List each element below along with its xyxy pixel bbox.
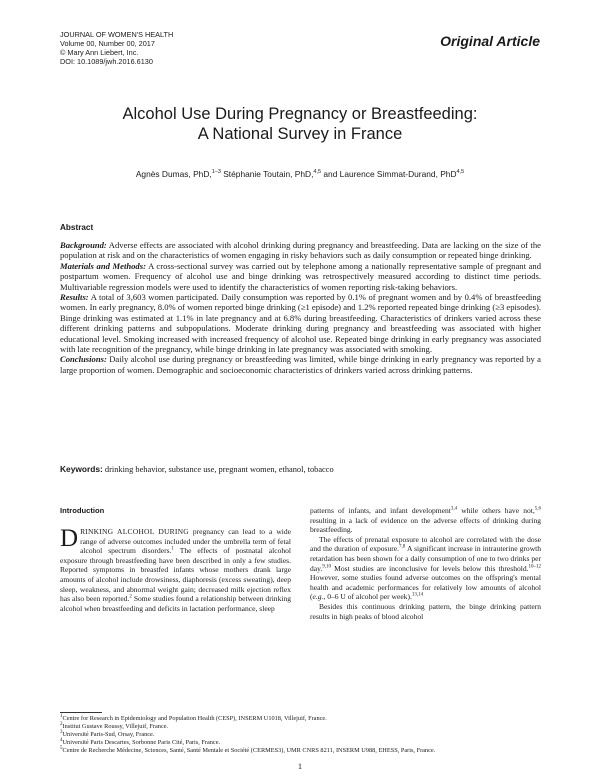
footnote-2-text: Institut Gustave Roussy, Villejuif, France. [62,723,169,730]
intro-text-1b: The effects of postnatal alcohol exposure through breastfeeding have been described in only a few studies. Reported symptoms in breastfed infants whose mothers drank large amounts of alcohol include drowsiness, diaphoresis (excess sweating), deep sleep, weakness, and abnormal weight gain; decreased milk ejection reflex has also been reported. [60,546,291,604]
author-1-affil: 1–3 [211,169,221,176]
page-number: 1 [297,762,303,771]
conclusions-label: Conclusions: [60,354,107,365]
title-line-1: Alcohol Use During Pregnancy or Breastfeeding: [122,105,478,123]
introduction-column-left [60,527,291,613]
intro-text-r1a: patterns of infants, and infant development [310,506,451,515]
journal-doi[interactable]: DOI: 10.1089/jwh.2016.6130 [60,57,153,66]
author-2: Stéphanie Toutain, PhD, [220,169,314,179]
citation-ref[interactable]: 2 [129,594,132,600]
intro-text-1a: pregnancy can lead to a wide range of adverse outcomes included under the umbrella term of fetal alcohol spectrum disorders. [80,527,291,556]
citation-ref[interactable]: 1 [171,546,174,552]
footnote-4-marker: 4 [60,737,63,743]
affiliation-footnotes [60,715,541,755]
author-1: Agnès Dumas, PhD, [135,169,212,179]
abstract-methods [60,261,541,292]
author-2-affil: 4,5 [313,169,322,176]
footnote-5-text: Centre de Recherche Médecine, Sciences, Santé, Santé Mentale et Société (CERMES3), UMR CNRS 8211, INSERM U988, EHESS, Paris, France. [62,747,436,754]
intro-text-r1b: while others have not, [457,506,535,515]
keywords [60,464,334,474]
intro-text-r2b: A significant increase in intrauterine growth retardation has been shown for a daily consumption of one to two drinks per day. [310,544,542,573]
intro-text-r2f: , 0–6 U of alcohol per week). [323,592,412,602]
paper-title [60,104,540,144]
title-line-2: A National Survey in France [197,125,403,143]
author-3: and Laurence Simmat-Durand, PhD [321,169,457,179]
footnote-4-text: Université Paris Descartes, Sorbonne Paris Cité, Paris, France. [62,739,221,746]
footnote-3-marker: 3 [60,729,63,735]
citation-ref[interactable]: 13,14 [411,592,424,598]
journal-name: JOURNAL OF WOMEN'S HEALTH [60,30,174,39]
keywords-text: drinking behavior, substance use, pregnant women, ethanol, tobacco [102,465,334,474]
journal-copyright: © Mary Ann Liebert, Inc. [60,48,139,57]
intro-text-r2a: The effects of prenatal exposure to alcohol are correlated with the dose and the duration of exposure. [310,534,541,554]
intro-paragraph-1-cont [310,506,541,535]
background-label: Background: [60,240,107,250]
intro-paragraph-1 [60,527,291,613]
drop-cap: D [60,525,79,552]
author-list [60,169,540,179]
journal-header [60,30,173,66]
citation-ref[interactable]: 3,4 [450,506,458,512]
intro-text-r2c: Most studies are inconclusive for levels below this threshold. [331,563,529,573]
footnote-3-text: Université Paris-Sud, Orsay, France. [62,731,155,738]
footnote-2-marker: 2 [60,721,63,727]
abstract-results [60,292,541,354]
author-3-affil: 4,5 [456,169,465,176]
footnote-1-marker: 1 [60,713,63,719]
abstract-conclusions [60,354,541,375]
conclusions-text: Daily alcohol use during pregnancy or breastfeeding was limited, while binge drinking in early pregnancy was reported by a large proportion of women. Demographic and socioeconomic characteristics of drinkers varied across drinking patterns. [60,354,541,375]
footnote-3 [60,731,541,739]
citation-ref[interactable]: 10–12 [528,564,541,570]
intro-text-1c: Some studies found a relationship between drinking alcohol when breastfeeding and deficits in lactation performance, sleep [60,594,291,613]
results-text: A total of 3,603 women participated. Daily consumption was reported by 0.1% of pregnant women and by 0.4% of breastfeeding women. In early pregnancy, 8.0% of women reported binge drinking (≥1 episode) and 1.2% reported repeated binge drinking (≥3 episodes). Binge drinking was estimated at 1.1% in late pregnancy and at 6.8% during breastfeeding. Characteristics of drinkers varied across these different drinking patterns and subpopulations. Moderate drinking during pregnancy and breastfeeding was associated with higher educational level. Smoking increased with increased frequency of alcohol use. Repeated binge drinking in early pregnancy was associated with late recognition of the pregnancy, while binge drinking in late pregnancy was associated with smoking. [60,292,541,355]
footnote-5-marker: 5 [60,745,63,751]
background-text: Adverse effects are associated with alcohol drinking during pregnancy and breastfeeding. Data are lacking on the size of the population at risk and on the characteristics of women engaging in risky behaviors such as daily consumption or repeated binge drinking. [60,240,541,261]
intro-text-r2e: e.g. [312,592,324,602]
journal-volume: Volume 00, Number 00, 2017 [60,39,155,48]
methods-label: Materials and Methods: [60,260,146,271]
footnote-1-text: Centre for Research in Epidemiology and Population Health (CESP), INSERM U1018, Villejuif, France. [62,715,327,722]
abstract-heading: Abstract [60,223,94,232]
intro-text-r1c: resulting in a lack of evidence on the adverse effects of drinking during breastfeeding. [310,515,541,535]
citation-ref[interactable]: 9,10 [322,564,332,570]
intro-paragraph-2 [310,535,541,602]
results-label: Results: [60,292,89,303]
intro-smallcaps: RINKING ALCOHOL DURING [80,527,189,536]
article-type-label: Original Article [440,33,540,49]
citation-ref[interactable]: 5,6 [534,506,541,512]
abstract-background [60,240,541,261]
intro-paragraph-3: Besides this continuous drinking pattern, the binge drinking pattern results in high peaks of blood alcohol [310,601,541,621]
footnote-divider [60,712,102,713]
keywords-label: Keywords: [60,464,103,474]
abstract-body [60,240,541,375]
footnote-5 [60,747,541,755]
footnote-2 [60,723,541,731]
footnote-4 [60,739,541,747]
citation-ref[interactable]: 7,8 [399,544,406,550]
intro-text-r2d: However, some studies found adverse outcomes on the offspring's mental health and academic performances for relatively low amounts of alcohol ( [310,573,541,602]
footnote-1 [60,715,541,723]
introduction-heading: Introduction [60,506,105,515]
methods-text: A cross-sectional survey was carried out by telephone among a nationally representative sample of pregnant and postpartum women. Frequency of alcohol use and binge drinking was retrospectively measured according to distinct time periods. Multivariable regression models were used to identify the characteristics of women reporting risk-taking behaviors. [60,260,541,292]
introduction-column-right [310,506,541,621]
